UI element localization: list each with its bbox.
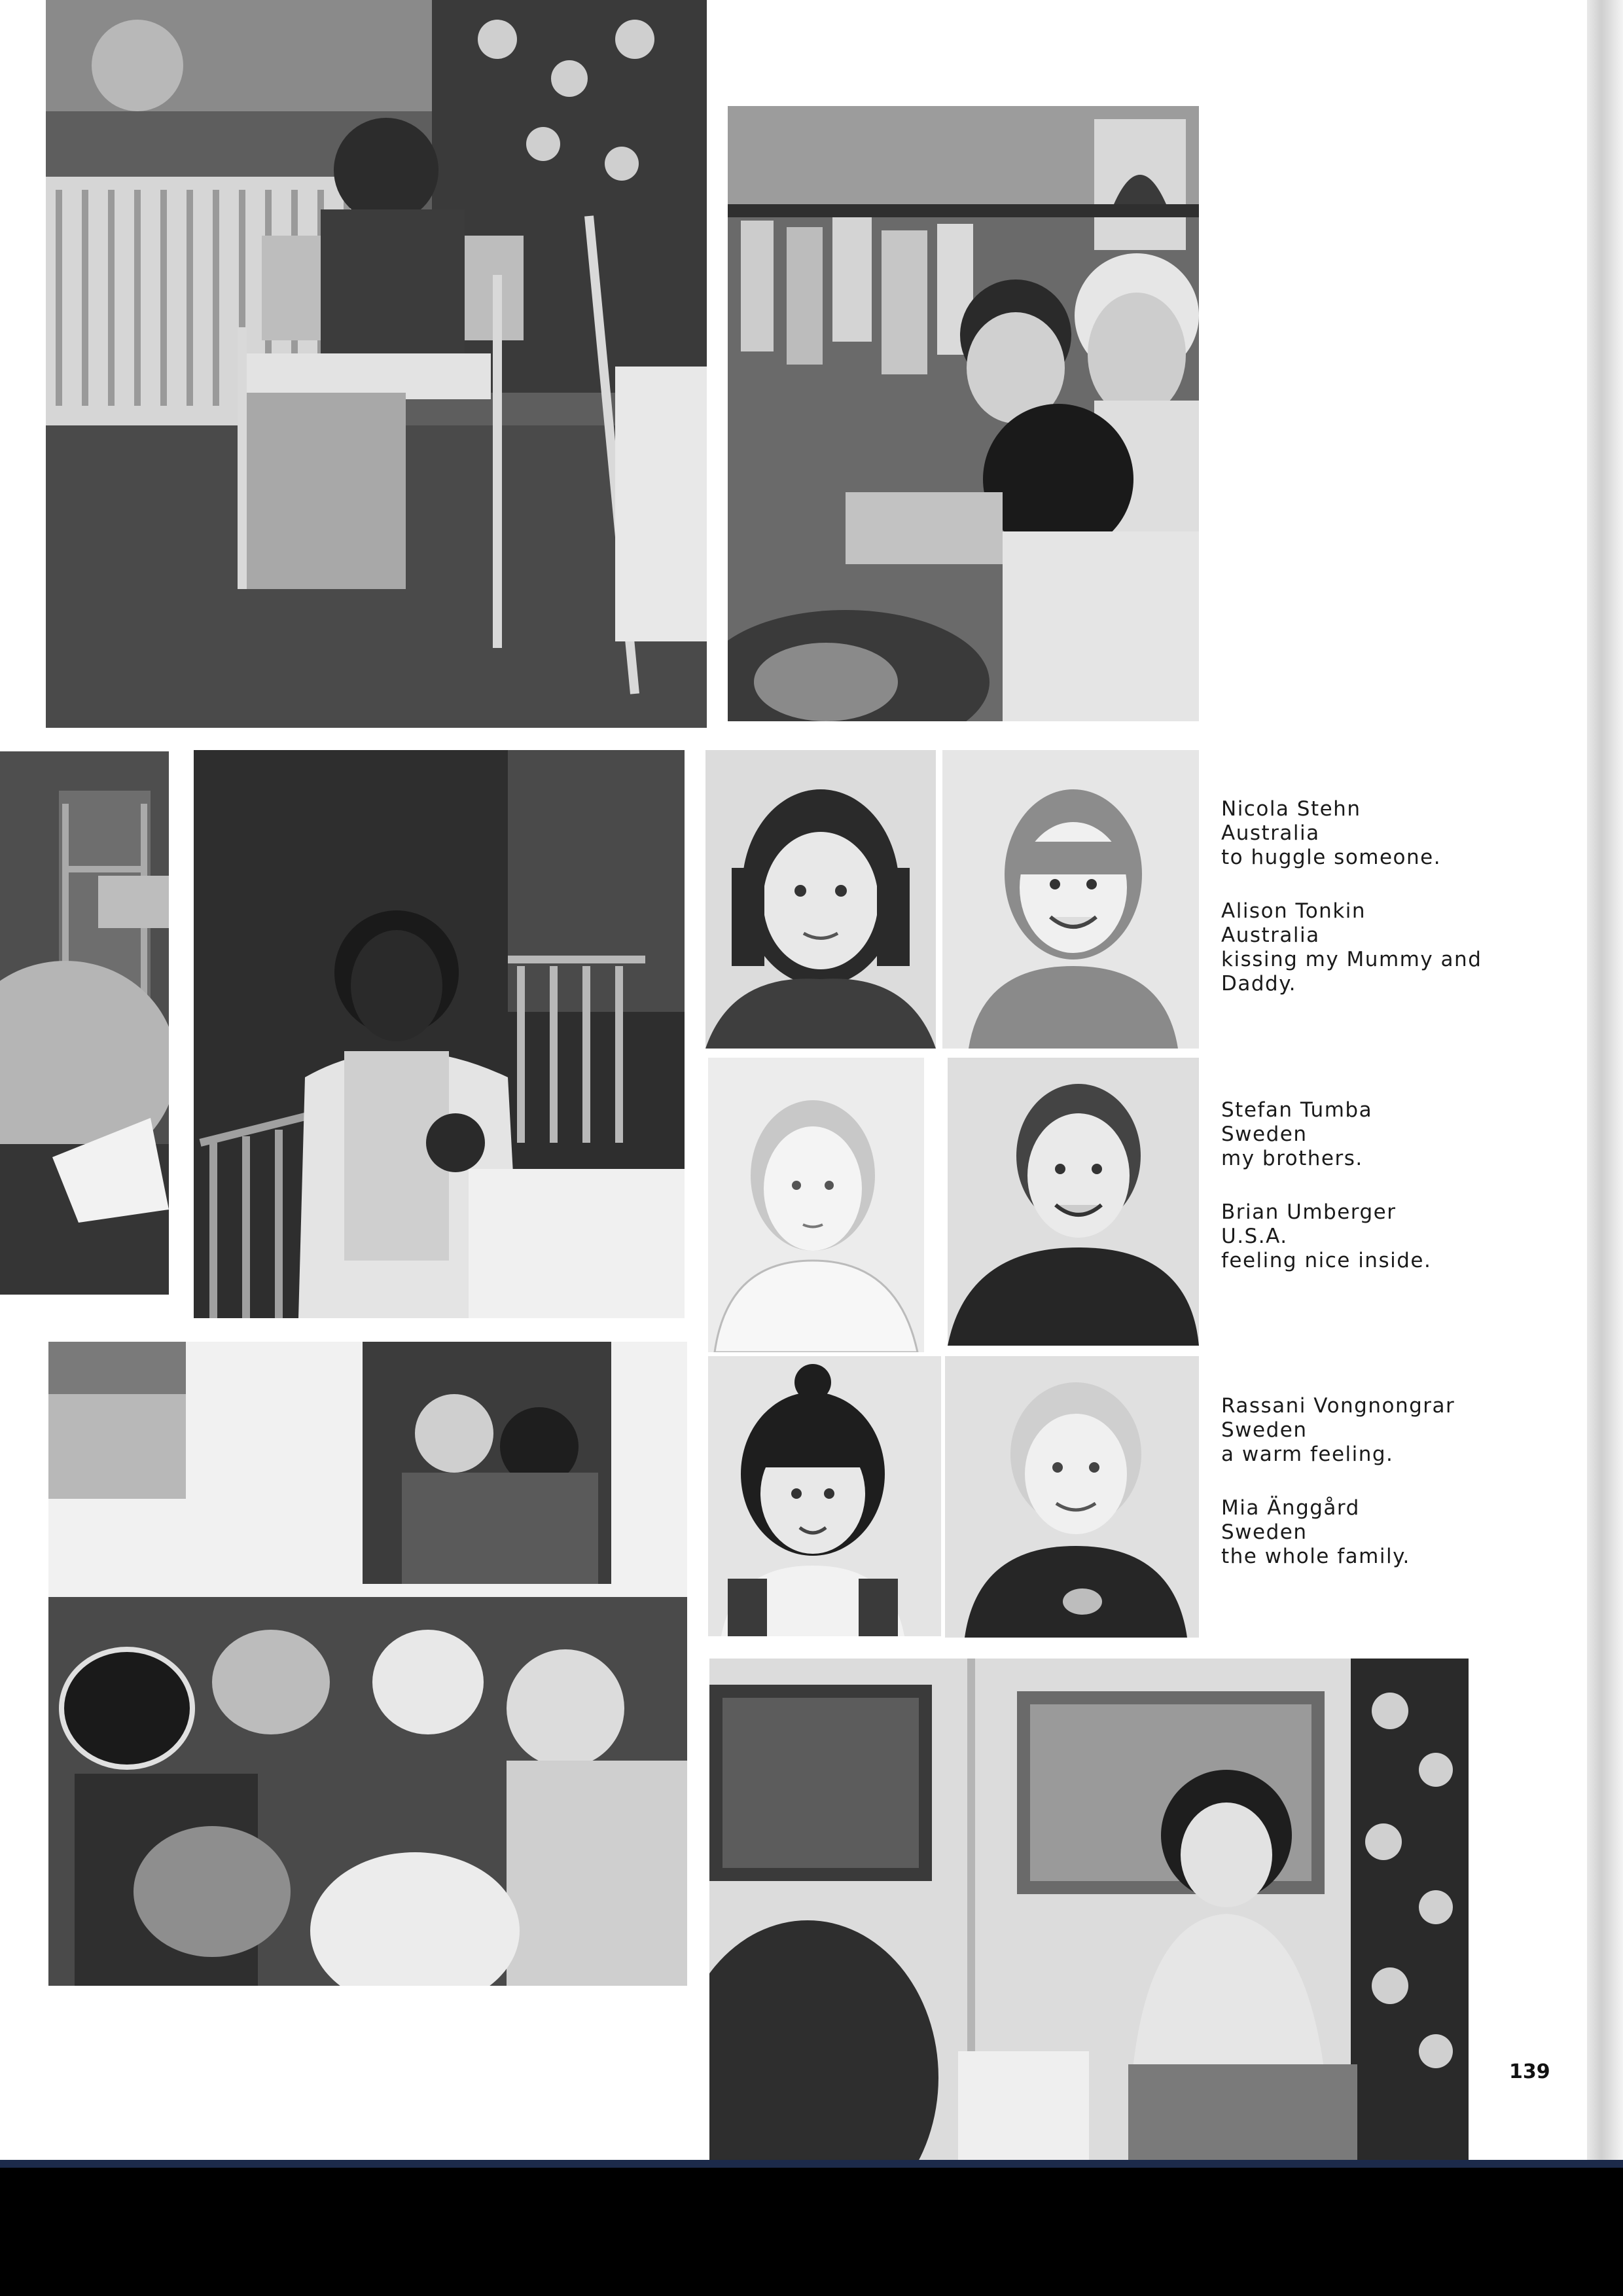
caption-country: Australia — [1221, 821, 1320, 845]
caption-brian-umberger — [1221, 1200, 1561, 1273]
caption-country: Australia — [1221, 924, 1320, 947]
photo-girl-at-table — [194, 750, 685, 1318]
caption-rassani-vongnongrar — [1221, 1394, 1561, 1467]
caption-nicola-stehn — [1221, 797, 1561, 870]
photo-children-at-coat-hooks — [728, 106, 1199, 721]
caption-name: Nicola Stehn — [1221, 797, 1361, 821]
photo-children-at-window — [48, 1342, 687, 1986]
portrait-mia-anggard — [945, 1356, 1199, 1638]
scan-bottom-edge — [0, 2160, 1623, 2168]
portrait-rassani-vongnongrar — [708, 1356, 941, 1636]
photo-child-by-window — [709, 1659, 1469, 2162]
caption-name: Alison Tonkin — [1221, 899, 1366, 923]
caption-country: Sweden — [1221, 1418, 1308, 1442]
caption-text: kissing my Mummy and Daddy. — [1221, 948, 1482, 996]
caption-group-2 — [1221, 1098, 1561, 1302]
caption-text: to huggle someone. — [1221, 846, 1442, 869]
portrait-stefan-tumba — [708, 1058, 924, 1352]
caption-name: Mia Änggård — [1221, 1496, 1360, 1520]
caption-stefan-tumba — [1221, 1098, 1561, 1171]
caption-text: my brothers. — [1221, 1147, 1363, 1170]
caption-text: a warm feeling. — [1221, 1443, 1394, 1466]
page-edge — [1587, 0, 1623, 2173]
portrait-nicola-stehn — [705, 750, 936, 1049]
photo-boy-reading-in-chair — [46, 0, 707, 728]
caption-text: the whole family. — [1221, 1545, 1410, 1568]
scan-bottom-border — [0, 2160, 1623, 2296]
page-number: 139 — [1509, 2060, 1550, 2083]
portrait-alison-tonkin — [942, 750, 1199, 1049]
caption-country: U.S.A. — [1221, 1225, 1288, 1248]
caption-country: Sweden — [1221, 1520, 1308, 1544]
photo-child-at-table-cropped — [0, 751, 169, 1295]
portrait-brian-umberger — [948, 1058, 1199, 1346]
caption-group-3 — [1221, 1394, 1561, 1598]
caption-name: Stefan Tumba — [1221, 1098, 1373, 1122]
caption-mia-anggard — [1221, 1496, 1561, 1569]
caption-country: Sweden — [1221, 1122, 1308, 1146]
caption-name: Brian Umberger — [1221, 1200, 1397, 1224]
caption-text: feeling nice inside. — [1221, 1249, 1432, 1272]
caption-alison-tonkin — [1221, 899, 1561, 996]
caption-name: Rassani Vongnongrar — [1221, 1394, 1455, 1418]
caption-group-1 — [1221, 797, 1561, 1026]
